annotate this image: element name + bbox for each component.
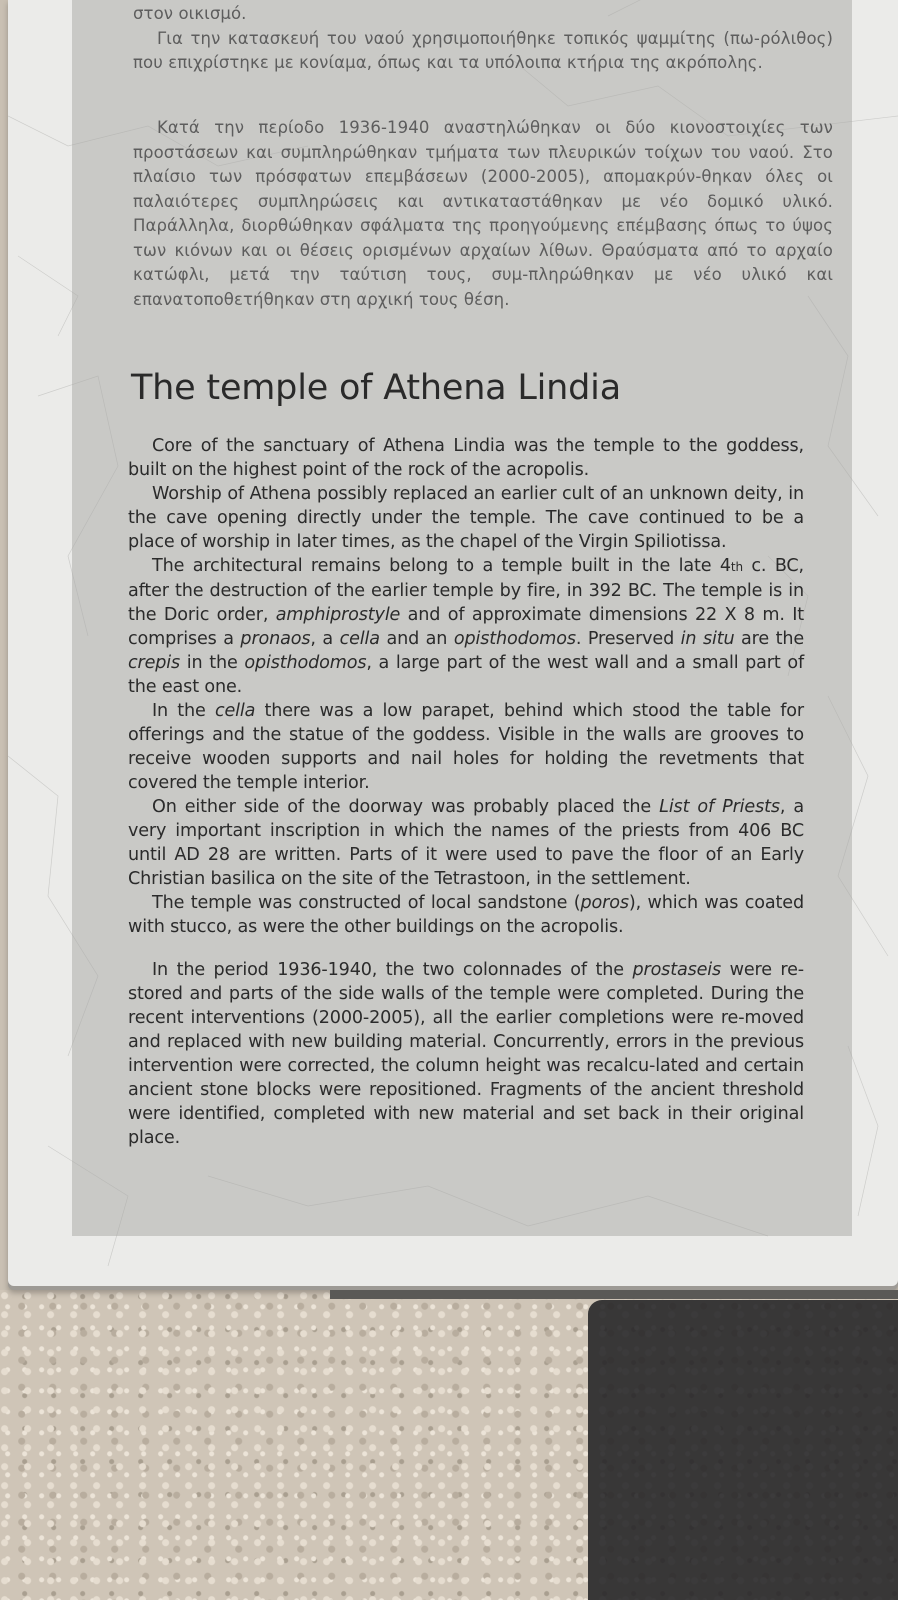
term-poros: poros <box>580 893 629 913</box>
term-opisthodomos: opisthodomos <box>244 653 367 673</box>
term-list-of-priests: List of Priests <box>659 797 780 817</box>
text-run: c. BC, after the destruction of the earlier temple by fire, in 392 BC. The temple is in the Doric order, <box>128 556 805 625</box>
text-run: are the <box>734 629 804 649</box>
greek-paragraph-2: Για την κατασκευή του ναού χρησιμοποιήθηκε τοπικός ψαμμίτης (πω-ρόλιθος) που επιχρίστηκε με κονίαμα, όπως και τα υπόλοιπα κτήρια της ακρόπολης. <box>133 28 833 72</box>
english-paragraph-5 <box>128 795 804 891</box>
shadow <box>588 1300 898 1600</box>
text-run: , a <box>310 629 340 649</box>
information-sign <box>8 0 898 1286</box>
english-text-block <box>128 434 804 939</box>
term-prostaseis: prostaseis <box>632 960 722 980</box>
greek-text-block <box>133 2 833 76</box>
text-run: were re-stored and parts of the side walls of the temple were completed. During the recent interventions (2000-2005), all the earlier completions were re-moved and replaced with new building material. Concurrently, errors in the previous intervention were corrected, the column height was recalcu-lated and certain ancient stone blocks were repositioned. Fragments of the ancient threshold were identified, completed with new material and set back in their original place. <box>128 960 804 1148</box>
text-run: On either side of the doorway was probably placed the <box>152 797 660 817</box>
text-run: In the period 1936-1940, the two colonnades of the <box>152 960 633 980</box>
english-paragraph-2: Worship of Athena possibly replaced an earlier cult of an unknown deity, in the cave opening directly under the temple. The cave continued to be a place of worship in later times, as the chapel of the Virgin Spiliotissa. <box>128 484 804 552</box>
term-cella: cella <box>214 701 256 721</box>
term-pronaos: pronaos <box>240 629 311 649</box>
english-paragraph-7 <box>128 958 804 1150</box>
text-run: The temple was constructed of local sandstone ( <box>152 893 581 913</box>
text-run: , a very important inscription in which the names of the priests from 406 BC until AD 28 are written. Parts of it were used to pave the floor of an Early Christian basilica on the site of the Tetrastoon, in the settlement. <box>128 797 804 889</box>
english-paragraph-1: Core of the sanctuary of Athena Lindia was the temple to the goddess, built on the highest point of the rock of the acropolis. <box>128 436 804 480</box>
term-amphiprostyle: amphiprostyle <box>275 605 401 625</box>
text-run: in the <box>180 653 245 673</box>
text-run: , a large part of the west wall and a small part of the east one. <box>128 653 804 697</box>
greek-paragraph-3: Κατά την περίοδο 1936-1940 αναστηλώθηκαν οι δύο κιονοστοιχίες των προστάσεων και συμπληρώθηκαν τμήματα των πλευρικών τοίχων του ναού. Στο πλαίσιο των πρόσφατων επεμβάσεων (2000-2005), απομακρύν-θηκαν όλες οι παλαιότερες συμπληρώσεις και αντικαταστάθηκαν με νέο δομικό υλικό. Παράλληλα, διορθώθηκαν σφάλματα της προηγούμενης επέμβασης όπως το ύψος των κιόνων και οι θέσεις ορισμένων αρχαίων λίθων. Θραύσματα από το αρχαίο κατώφλι, μετά την ταύτιση τους, συμ-πληρώθηκαν με νέο υλικό και επανατοποθετήθηκαν στη αρχική τους θέση. <box>133 118 833 309</box>
english-text-block-2 <box>128 958 804 1150</box>
english-paragraph-4 <box>128 699 804 795</box>
greek-text-block-2 <box>133 116 833 312</box>
text-run: and an <box>379 629 454 649</box>
term-in-situ: in situ <box>680 629 735 649</box>
text-run: ), which was coated with stucco, as were the other buildings on the acropolis. <box>128 893 804 937</box>
term-crepis: crepis <box>128 653 181 673</box>
text-run: In the <box>152 701 215 721</box>
ordinal-suffix: th <box>730 560 743 574</box>
text-run: . Preserved <box>575 629 681 649</box>
text-run: The architectural remains belong to a temple built in the late 4 <box>152 556 731 576</box>
text-run: there was a low parapet, behind which stood the table for offerings and the statue of the goddess. Visible in the walls are grooves to receive wooden supports and nail holes for holding the revetments that covered the temple interior. <box>128 701 804 793</box>
greek-paragraph-1-tail: στον οικισμό. <box>133 4 247 23</box>
term-cella: cella <box>339 629 380 649</box>
english-paragraph-3 <box>128 554 804 699</box>
page-title: The temple of Athena Lindia <box>131 368 621 408</box>
sign-edge <box>330 1290 898 1299</box>
text-run: and of approximate dimensions 22 X 8 m. It comprises a <box>128 605 805 649</box>
english-paragraph-6 <box>128 891 804 939</box>
term-opisthodomos: opisthodomos <box>453 629 576 649</box>
